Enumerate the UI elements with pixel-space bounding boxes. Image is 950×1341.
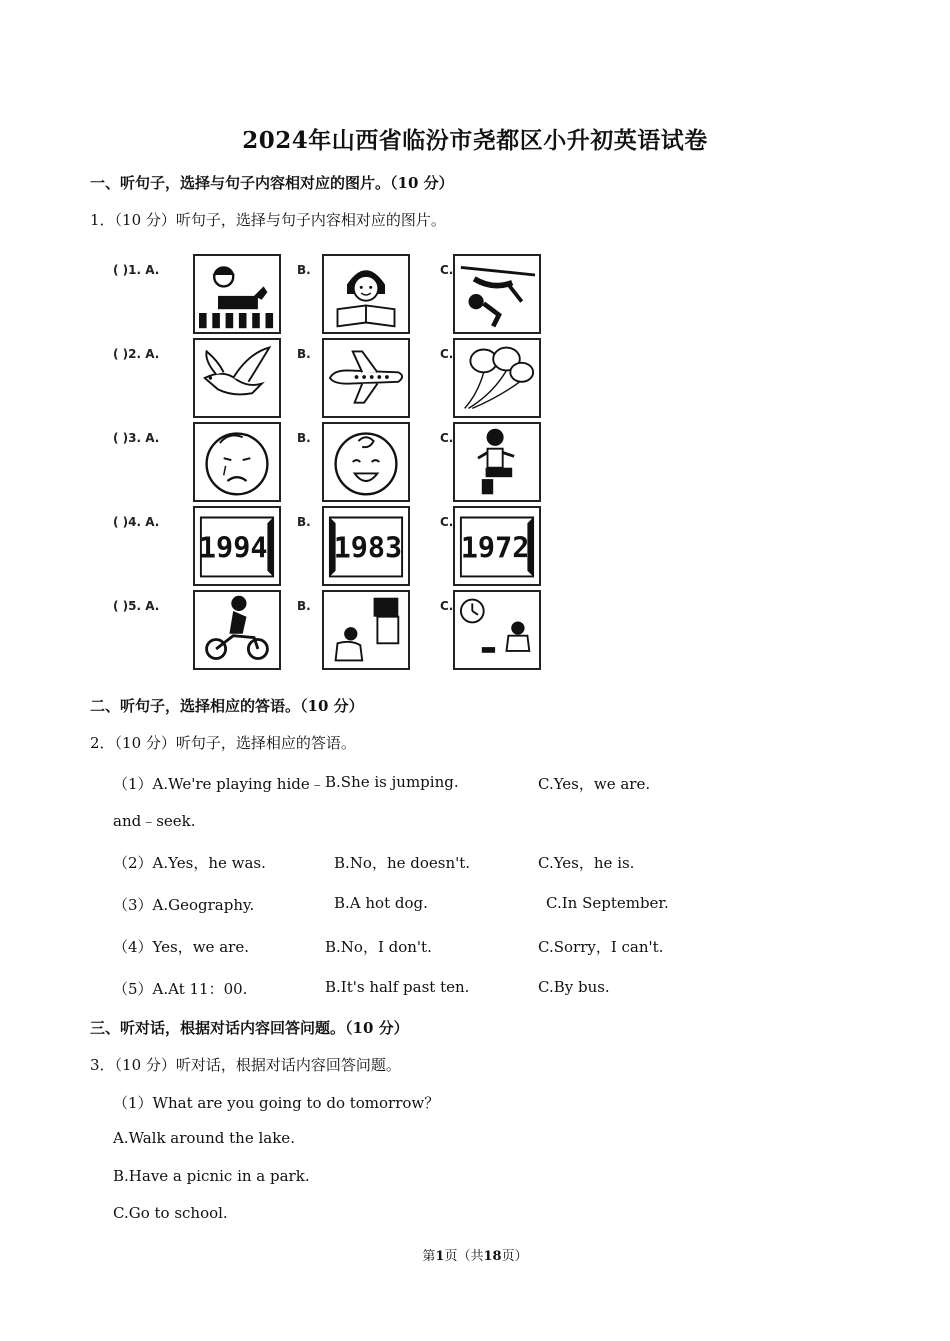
row3-c-label: C. [440, 431, 454, 445]
row2-label: ( )2. A. [113, 347, 160, 361]
q3-1-text: （1）What are you going to do tomorrow？ [113, 1094, 440, 1112]
row1-label: ( )1. A. [113, 263, 160, 277]
q2-3-option-b: B.A hot dog. [334, 894, 428, 912]
row2-b-label: B. [297, 347, 311, 361]
high-jump-icon [453, 254, 541, 334]
q2-4-option-a: （4）Yes，we are. [113, 938, 249, 956]
q2-4-option-c: C.Sorry，I can't. [538, 938, 664, 956]
footer-suffix: 页） [501, 1249, 528, 1264]
calendar-1972-icon [453, 506, 541, 586]
boy-dancing-icon [453, 422, 541, 502]
calendar-1994-icon [193, 506, 281, 586]
smiling-face-icon [322, 422, 410, 502]
row4-c-label: C. [440, 515, 454, 529]
row2-c-label: C. [440, 347, 454, 361]
balloons-icon [453, 338, 541, 418]
boy-motorbike-icon [193, 590, 281, 670]
q2-5-option-c: C.By bus. [538, 978, 610, 996]
year-1983: 1983 [333, 531, 403, 565]
page-footer [0, 1245, 950, 1264]
exam-title: 2024年山西省临汾市尧都区小升初英语试卷 [242, 127, 708, 154]
airplane-icon [322, 338, 410, 418]
q2-1-option-a: （1）A.We're playing hide﹣ [113, 775, 325, 793]
q2-5-option-a: （5）A.At 11：00. [113, 980, 248, 998]
girl-reading-icon [322, 254, 410, 334]
q2-1-option-b: B.She is jumping. [325, 773, 459, 791]
bird-icon [193, 338, 281, 418]
girl-zebra-icon [193, 254, 281, 334]
section2-heading: 二、听句子，选择相应的答语。（10 分） [90, 697, 364, 715]
q2-2-option-a: （2）A.Yes，he was. [113, 854, 266, 872]
row4-label: ( )4. A. [113, 515, 160, 529]
total-page-count: 18 [483, 1249, 502, 1264]
q2-4-option-b: B.No，I don't. [325, 938, 432, 956]
q3-1-option-b: B.Have a picnic in a park. [113, 1167, 310, 1185]
row4-b-label: B. [297, 515, 311, 529]
row1-b-label: B. [297, 263, 311, 277]
current-page-number: 1 [435, 1249, 445, 1264]
crying-face-icon [193, 422, 281, 502]
row3-b-label: B. [297, 431, 311, 445]
q2-2-option-b: B.No，he doesn't. [334, 854, 471, 872]
row5-b-label: B. [297, 599, 311, 613]
q2-5-option-b: B.It's half past ten. [325, 978, 470, 996]
calendar-1983-icon [322, 506, 410, 586]
q2-1-option-c: C.Yes，we are. [538, 775, 651, 793]
row1-c-label: C. [440, 263, 454, 277]
section3-heading: 三、听对话，根据对话内容回答问题。（10 分） [90, 1019, 409, 1037]
q3-1-option-a: A.Walk around the lake. [113, 1129, 295, 1147]
q2-3-option-a: （3）A.Geography. [113, 896, 255, 914]
footer-mid: 页（共 [444, 1249, 484, 1264]
row5-c-label: C. [440, 599, 454, 613]
footer-prefix: 第 [422, 1249, 436, 1264]
row3-label: ( )3. A. [113, 431, 160, 445]
question1-text: 1．（10 分）听句子，选择与句子内容相对应的图片。 [90, 211, 446, 229]
section1-heading: 一、听句子，选择与句子内容相对应的图片。（10 分） [90, 174, 454, 192]
boy-tv-icon [322, 590, 410, 670]
question3-text: 3．（10 分）听对话，根据对话内容回答问题。 [90, 1056, 401, 1074]
q2-3-option-c: C.In September. [546, 894, 669, 912]
boy-clock-icon [453, 590, 541, 670]
year-1994: 1994 [198, 531, 268, 565]
q3-1-option-c: C.Go to school. [113, 1204, 228, 1222]
question2-text: 2．（10 分）听句子，选择相应的答语。 [90, 734, 356, 752]
q2-1-option-a-cont: and﹣seek. [113, 812, 196, 830]
year-1972: 1972 [460, 531, 530, 565]
q2-2-option-c: C.Yes，he is. [538, 854, 635, 872]
row5-label: ( )5. A. [113, 599, 160, 613]
